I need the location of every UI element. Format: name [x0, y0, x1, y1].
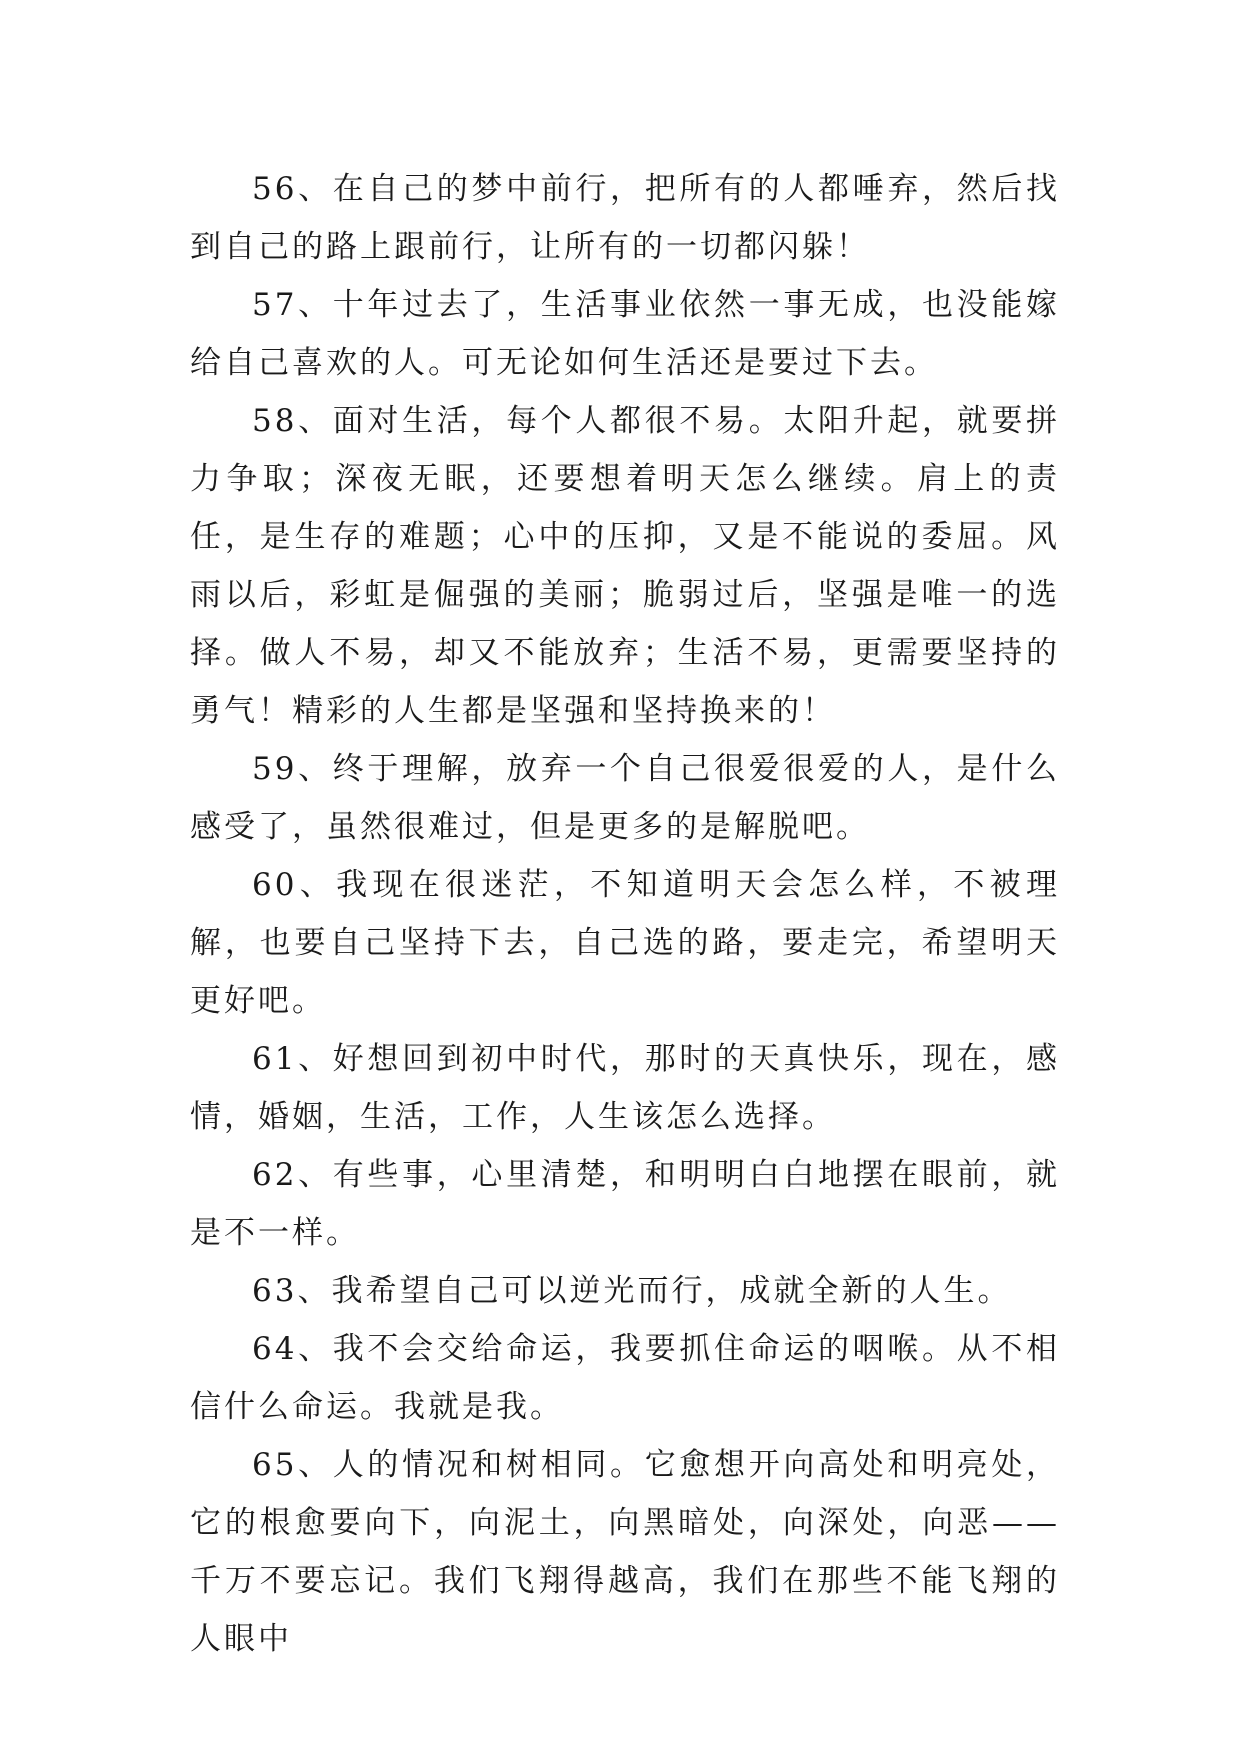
paragraph-56: 56、在自己的梦中前行，把所有的人都唾弃，然后找到自己的路上跟前行，让所有的一切都闪躲！ [190, 171, 1060, 265]
document-body [190, 160, 1060, 1668]
paragraph-58: 58、面对生活，每个人都很不易。太阳升起，就要拼力争取；深夜无眠，还要想着明天怎么继续。肩上的责任，是生存的难题；心中的压抑，又是不能说的委屈。风雨以后，彩虹是倔强的美丽；脆弱过后，坚强是唯一的选择。做人不易，却又不能放弃；生活不易，更需要坚持的勇气！精彩的人生都是坚强和坚持换来的！ [190, 403, 1060, 729]
paragraph-63: 63、我希望自己可以逆光而行，成就全新的人生。 [252, 1273, 1012, 1309]
paragraph-61: 61、好想回到初中时代，那时的天真快乐，现在，感情，婚姻，生活，工作，人生该怎么选择。 [190, 1041, 1060, 1135]
paragraph-57: 57、十年过去了，生活事业依然一事无成，也没能嫁给自己喜欢的人。可无论如何生活还是要过下去。 [190, 287, 1060, 381]
paragraph-59: 59、终于理解，放弃一个自己很爱很爱的人，是什么感受了，虽然很难过，但是更多的是解脱吧。 [190, 751, 1060, 845]
paragraph-60: 60、我现在很迷茫，不知道明天会怎么样，不被理解，也要自己坚持下去，自己选的路，要走完，希望明天更好吧。 [190, 867, 1060, 1019]
paragraph-65: 65、人的情况和树相同。它愈想开向高处和明亮处，它的根愈要向下，向泥土，向黑暗处，向深处，向恶——千万不要忘记。我们飞翔得越高，我们在那些不能飞翔的人眼中 [190, 1447, 1060, 1657]
paragraph-62: 62、有些事，心里清楚，和明明白白地摆在眼前，就是不一样。 [190, 1157, 1060, 1251]
paragraph-64: 64、我不会交给命运，我要抓住命运的咽喉。从不相信什么命运。我就是我。 [190, 1331, 1060, 1425]
